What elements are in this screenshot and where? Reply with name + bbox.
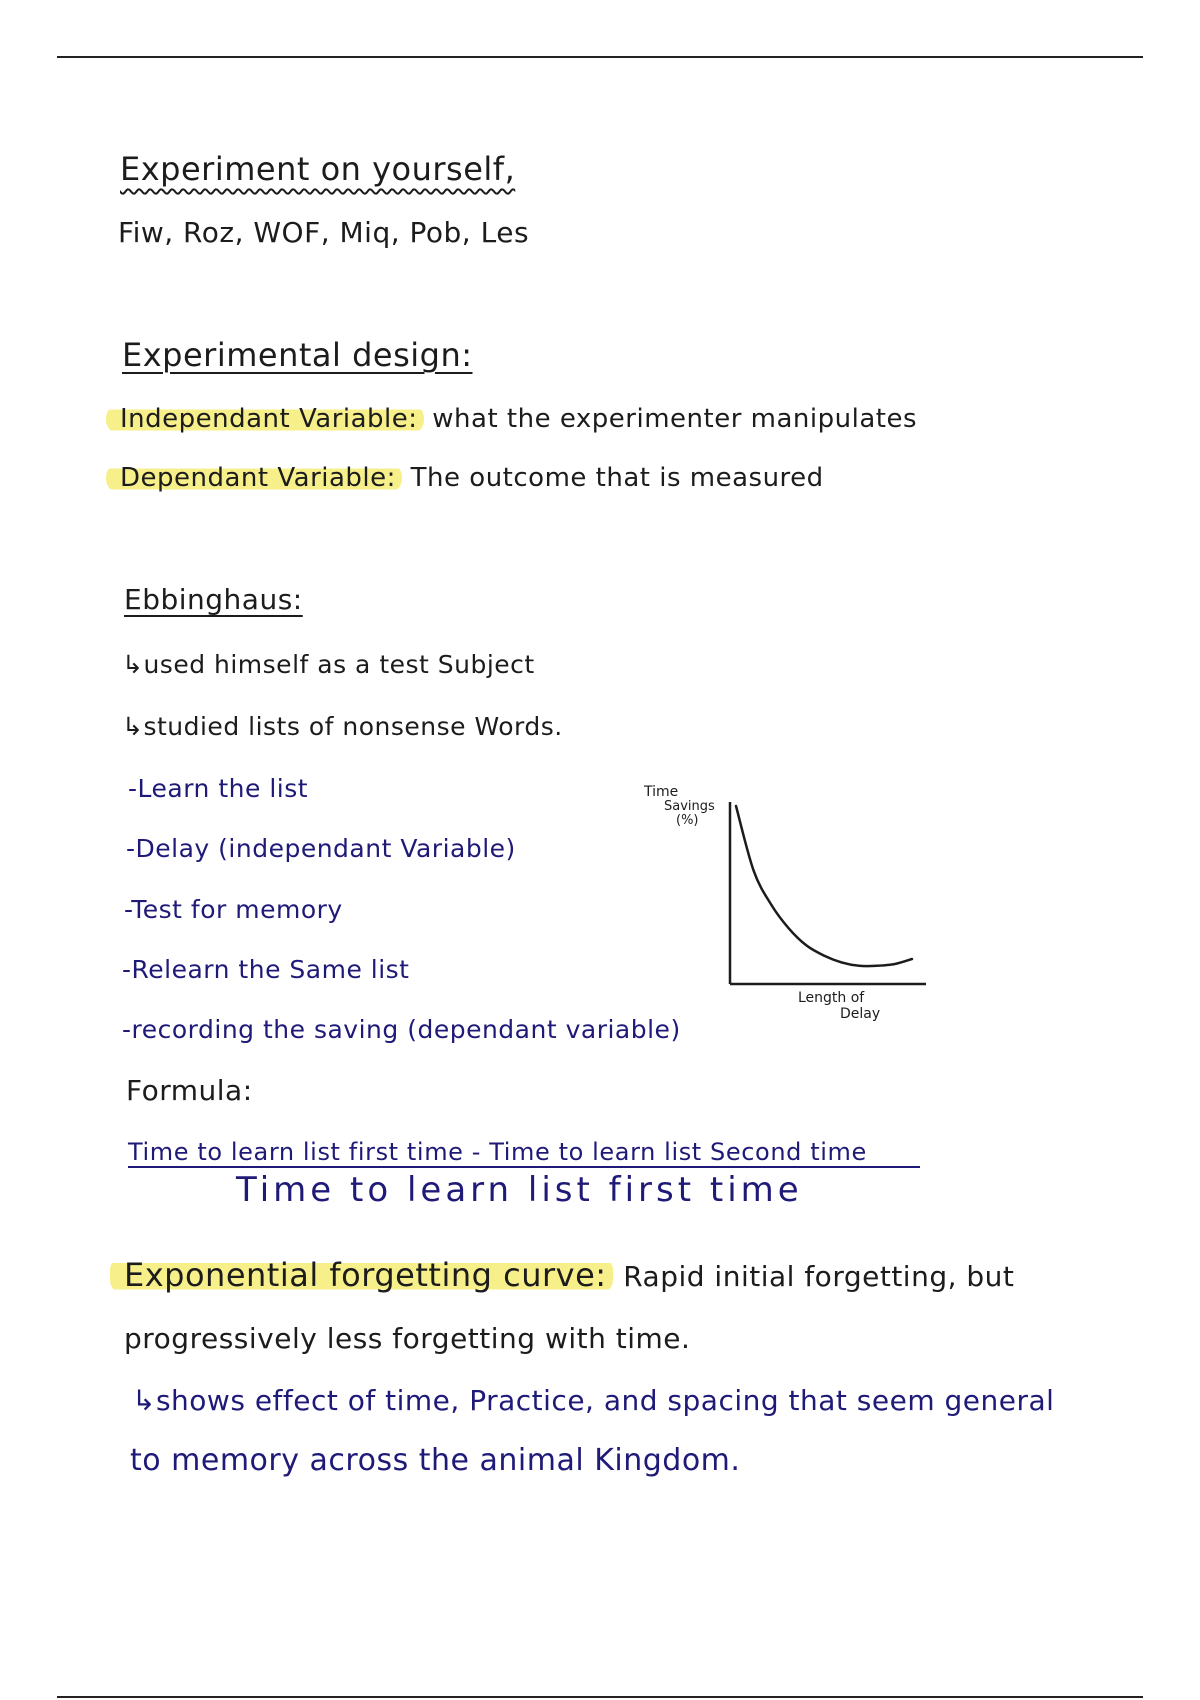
- section-title-experimental-design: Experimental design:: [122, 336, 473, 374]
- section-title-ebbinghaus: Ebbinghaus:: [124, 583, 303, 616]
- step-delay: -Delay (independant Variable): [126, 834, 516, 863]
- forgetting-curve-svg: [640, 770, 940, 1040]
- exponential-curve-term: Exponential forgetting curve:: [110, 1256, 613, 1294]
- independent-variable-definition: what the experimenter manipulates: [432, 404, 917, 434]
- bottom-rule: [57, 1696, 1143, 1698]
- exponential-curve-line: [124, 1256, 1014, 1294]
- exponential-curve-note-b: to memory across the animal Kingdom.: [130, 1443, 741, 1478]
- step-relearn: -Relearn the Same list: [122, 955, 410, 984]
- mnemonic-line: Fiw, Roz, WOF, Miq, Pob, Les: [118, 216, 530, 249]
- independent-variable-line: [120, 404, 917, 434]
- step-learn: -Learn the list: [128, 774, 309, 803]
- curve-group: [736, 806, 912, 966]
- step-test: -Test for memory: [124, 895, 343, 924]
- y-axis-label-line-1: Time: [644, 784, 679, 800]
- formula-label: Formula:: [126, 1074, 253, 1107]
- exponential-curve-note-a: ↳shows effect of time, Practice, and spacing that seem general: [132, 1384, 1055, 1417]
- exponential-curve-definition-b: progressively less forgetting with time.: [124, 1322, 691, 1355]
- dependent-variable-line: [120, 463, 824, 493]
- exponential-curve-definition-a: Rapid initial forgetting, but: [623, 1260, 1015, 1293]
- section-title-experiment-on-yourself: Experiment on yourself,: [120, 150, 516, 188]
- formula-numerator: Time to learn list first time - Time to learn list Second time: [128, 1138, 920, 1168]
- dependent-variable-definition: The outcome that is measured: [410, 463, 824, 493]
- top-rule: [57, 56, 1143, 58]
- forgetting-curve-chart: [640, 770, 940, 1044]
- x-axis-label-line-1: Length of: [798, 990, 865, 1006]
- x-axis-label-line-2: Delay: [840, 1006, 881, 1022]
- y-axis-label-line-3: (%): [676, 813, 699, 828]
- independent-variable-term: Independant Variable:: [106, 404, 424, 434]
- y-axis-label-line-2: Savings: [664, 799, 715, 814]
- ebbinghaus-point-1: ↳used himself as a test Subject: [122, 650, 535, 679]
- forgetting-curve-line: [736, 806, 912, 966]
- formula-denominator: Time to learn list first time: [236, 1170, 803, 1210]
- step-recording: -recording the saving (dependant variable): [122, 1015, 681, 1044]
- ebbinghaus-point-2: ↳studied lists of nonsense Words.: [122, 712, 563, 741]
- dependent-variable-term: Dependant Variable:: [106, 463, 402, 493]
